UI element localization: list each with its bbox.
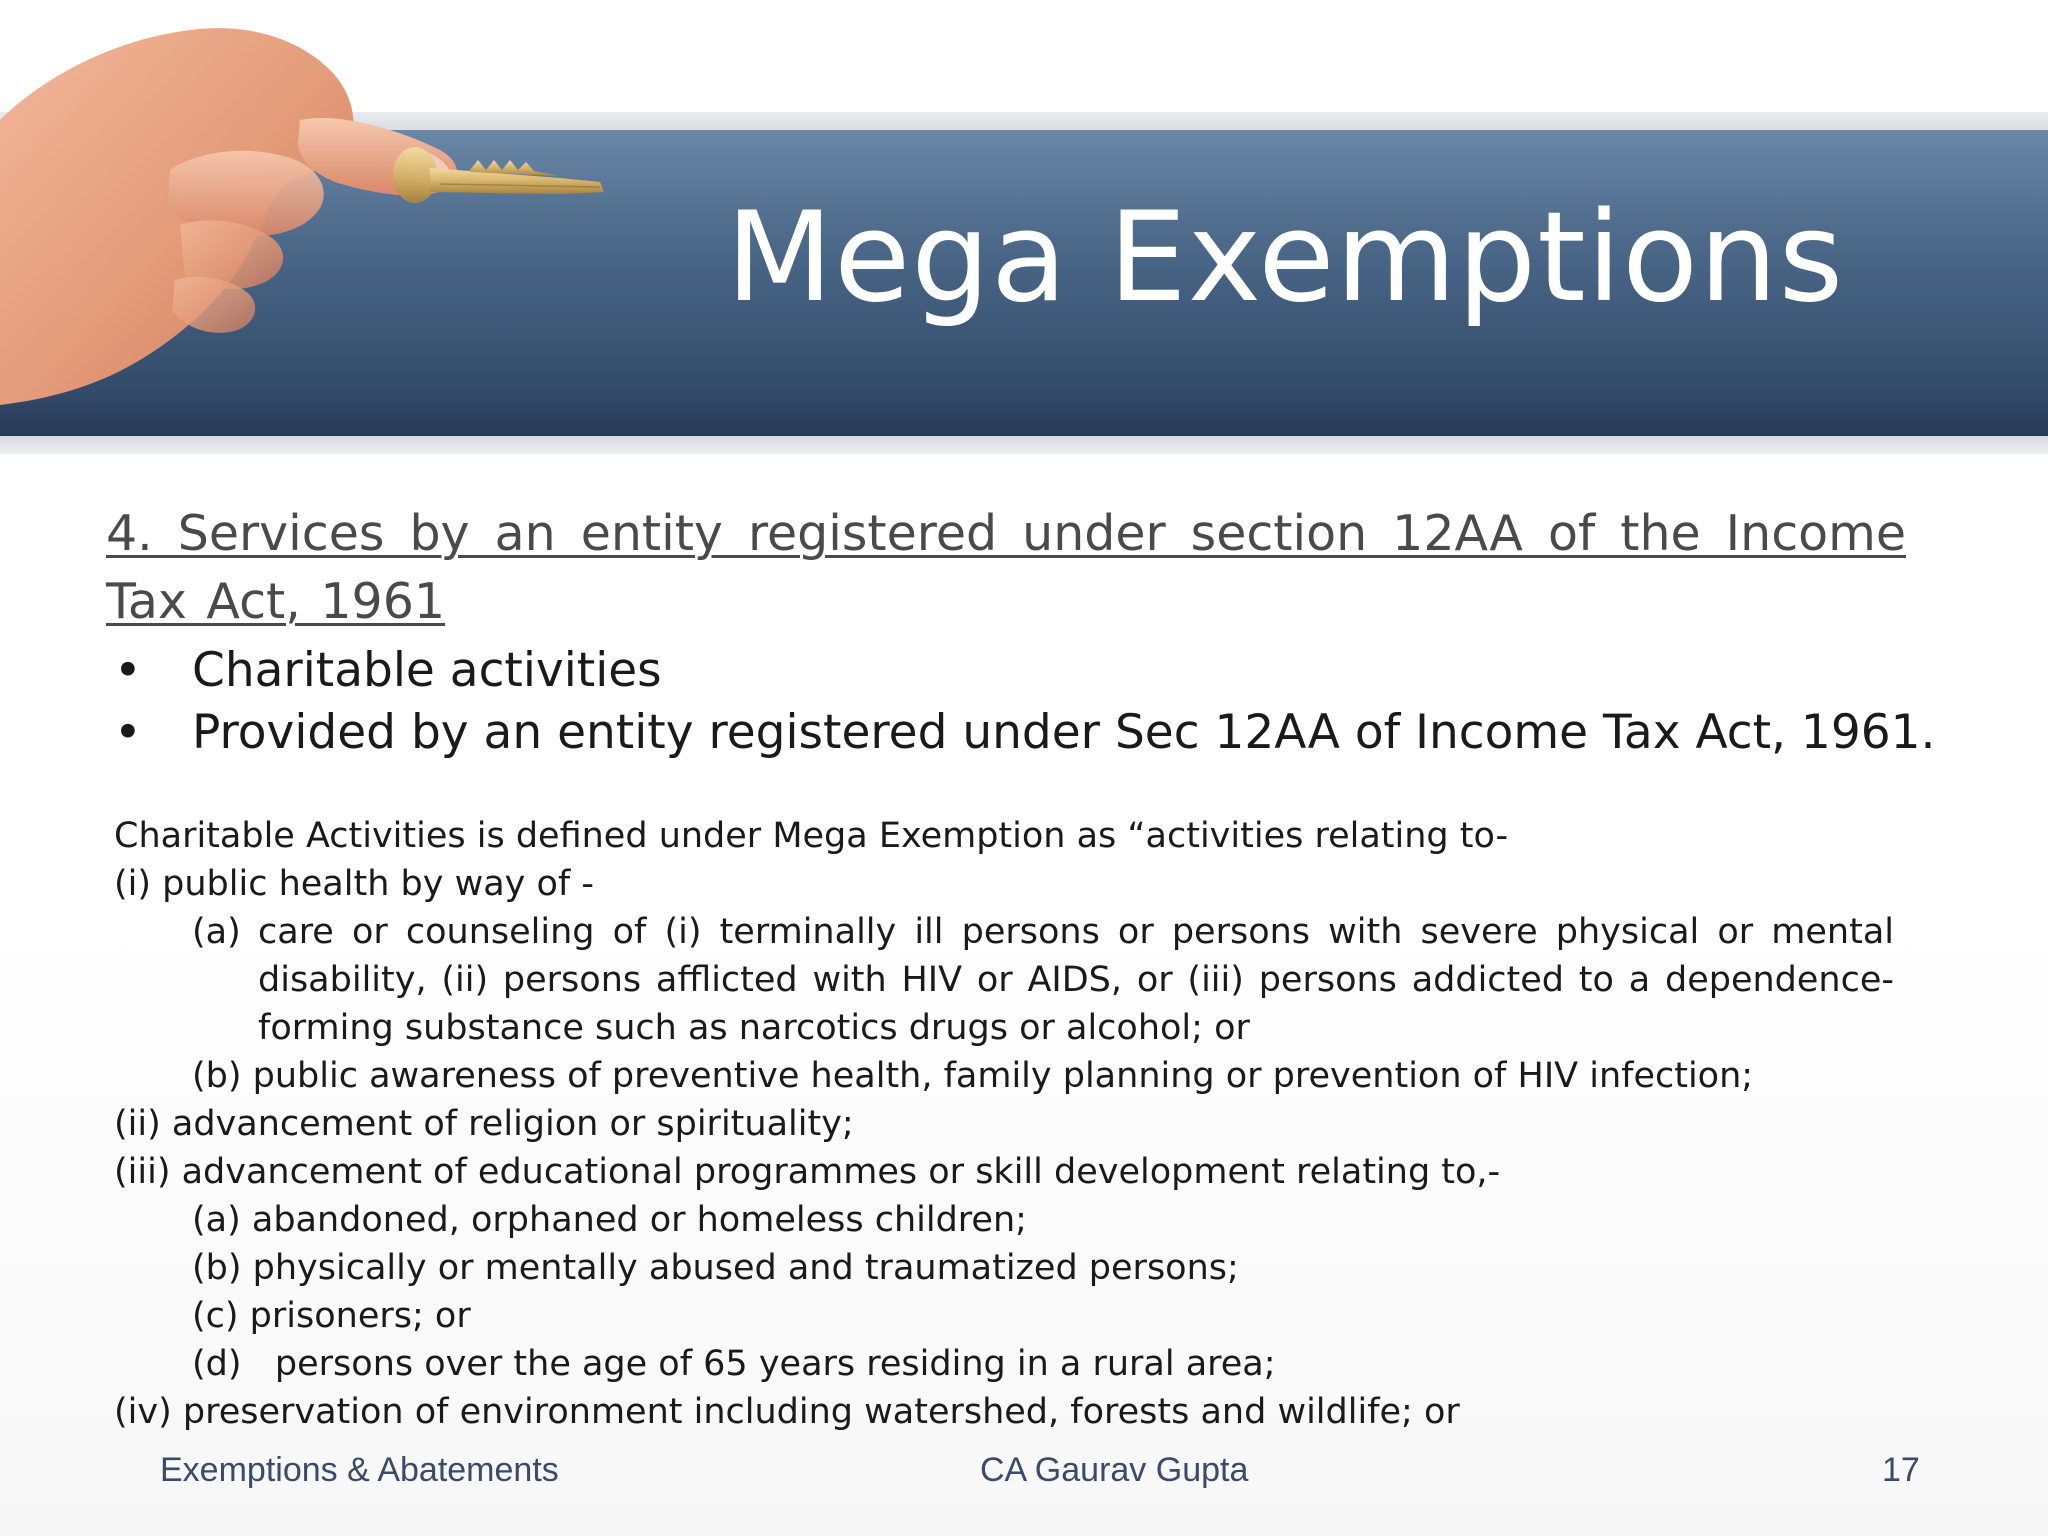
slide-title: Mega Exemptions	[726, 186, 1845, 330]
clause-i-b: (b) public awareness of preventive health, family planning or prevention of HIV infection;	[192, 1056, 1754, 1096]
footer-topic: Exemptions & Abatements	[160, 1451, 559, 1489]
section-heading: 4. Services by an entity registered under section 12AA of the Income Tax Act, 1961	[106, 505, 1906, 630]
footer-page-number: 17	[1882, 1451, 1920, 1489]
clause-ii: (ii) advancement of religion or spirituality;	[114, 1104, 854, 1144]
definition-intro: Charitable Activities is defined under Mega Exemption as “activities relating to-	[114, 816, 1509, 856]
clause-iii-d: (d) persons over the age of 65 years residing in a rural area;	[192, 1344, 1276, 1384]
clause-iv: (iv) preservation of environment including watershed, forests and wildlife; or	[114, 1392, 1460, 1432]
clause-i-a-label: (a)	[192, 912, 241, 952]
bullet-text: Charitable activities	[192, 643, 662, 698]
clause-iii: (iii) advancement of educational programmes or skill development relating to,-	[114, 1152, 1501, 1192]
clause-iii-c: (c) prisoners; or	[192, 1296, 471, 1336]
clause-iii-b: (b) physically or mentally abused and traumatized persons;	[192, 1248, 1239, 1288]
clause-i-a	[114, 908, 1894, 1052]
bullet-list	[106, 640, 1935, 764]
bullet-item	[106, 640, 1935, 702]
hand-holding-key-icon	[0, 0, 620, 440]
bullet-dot-icon: •	[114, 643, 142, 698]
footer-author: CA Gaurav Gupta	[980, 1451, 1249, 1489]
clause-i-a-text: care or counseling of (i) terminally ill persons or persons with severe physical or mental disability, (ii) persons afflicted with HIV or AIDS, or (iii) persons addicted to a dependence-forming substance such as narcotics drugs or alcohol; or	[258, 912, 1894, 1048]
bullet-text: Provided by an entity registered under Sec 12AA of Income Tax Act, 1961.	[192, 705, 1936, 760]
clause-i: (i) public health by way of -	[114, 864, 594, 904]
clause-iii-a: (a) abandoned, orphaned or homeless children;	[192, 1200, 1027, 1240]
definition-block	[114, 812, 1894, 1436]
bullet-item	[106, 702, 1935, 764]
bullet-dot-icon: •	[114, 705, 142, 760]
